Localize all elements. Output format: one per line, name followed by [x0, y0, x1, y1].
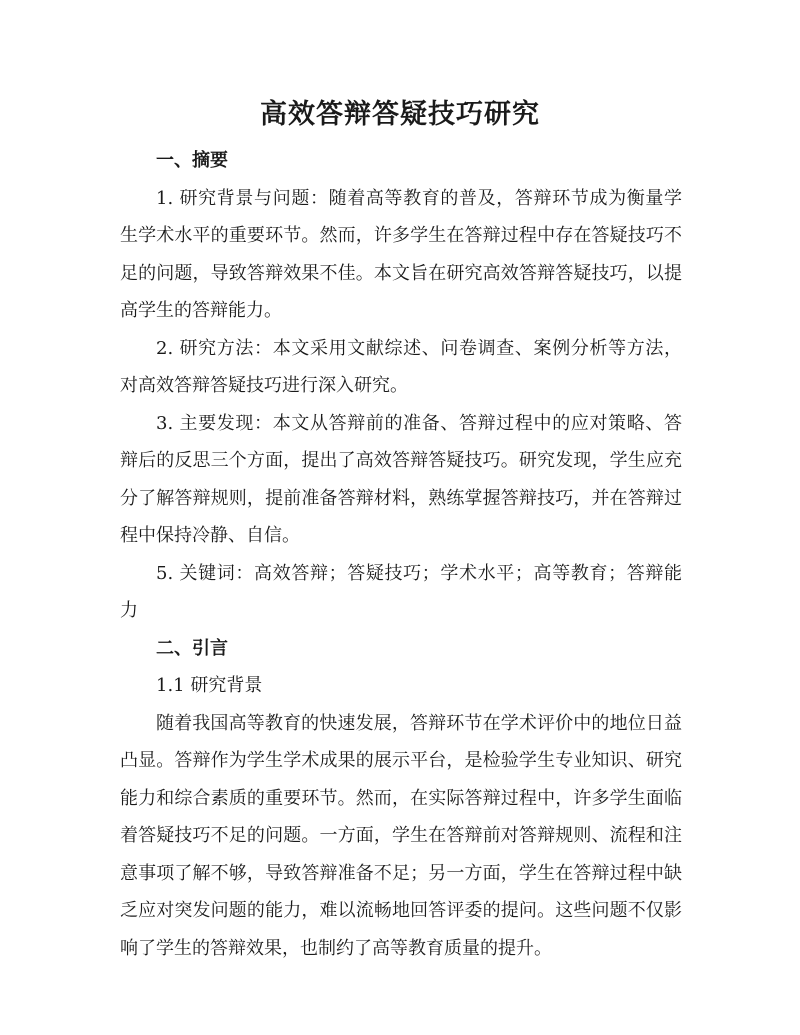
document-title: 高效答辩答疑技巧研究	[260, 99, 540, 130]
subsection-heading-background: 1.1 研究背景	[156, 675, 263, 696]
document-body	[120, 142, 682, 967]
introduction-paragraph: 随着我国高等教育的快速发展，答辩环节在学术评价中的地位日益凸显。答辩作为学生学术成果的展示平台，是检验学生专业知识、研究能力和综合素质的重要环节。然而，在实际答辩过程中，许多学生面临着答疑技巧不足的问题。一方面，学生在答辩前对答辩规则、流程和注意事项了解不够，导致答辩准备不足；另一方面，学生在答辩过程中缺乏应对突发问题的能力，难以流畅地回答评委的提问。这些问题不仅影响了学生的答辩效果，也制约了高等教育质量的提升。	[120, 712, 682, 959]
abstract-paragraph-findings: 3. 主要发现：本文从答辩前的准备、答辩过程中的应对策略、答辩后的反思三个方面，提出了高效答辩答疑技巧。研究发现，学生应充分了解答辩规则，提前准备答辩材料，熟练掌握答辩技巧，并在答辩过程中保持冷静、自信。	[120, 412, 682, 546]
section-heading-introduction: 二、引言	[156, 637, 228, 659]
abstract-paragraph-background: 1. 研究背景与问题：随着高等教育的普及，答辩环节成为衡量学生学术水平的重要环节。然而，许多学生在答辩过程中存在答疑技巧不足的问题，导致答辩效果不佳。本文旨在研究高效答辩答疑技巧，以提高学生的答辩能力。	[120, 187, 682, 321]
abstract-paragraph-methods: 2. 研究方法：本文采用文献综述、问卷调查、案例分析等方法，对高效答辩答疑技巧进行深入研究。	[120, 337, 682, 396]
abstract-paragraph-keywords: 5. 关键词：高效答辩；答疑技巧；学术水平；高等教育；答辩能力	[120, 562, 682, 621]
section-heading-abstract: 一、摘要	[156, 150, 228, 171]
